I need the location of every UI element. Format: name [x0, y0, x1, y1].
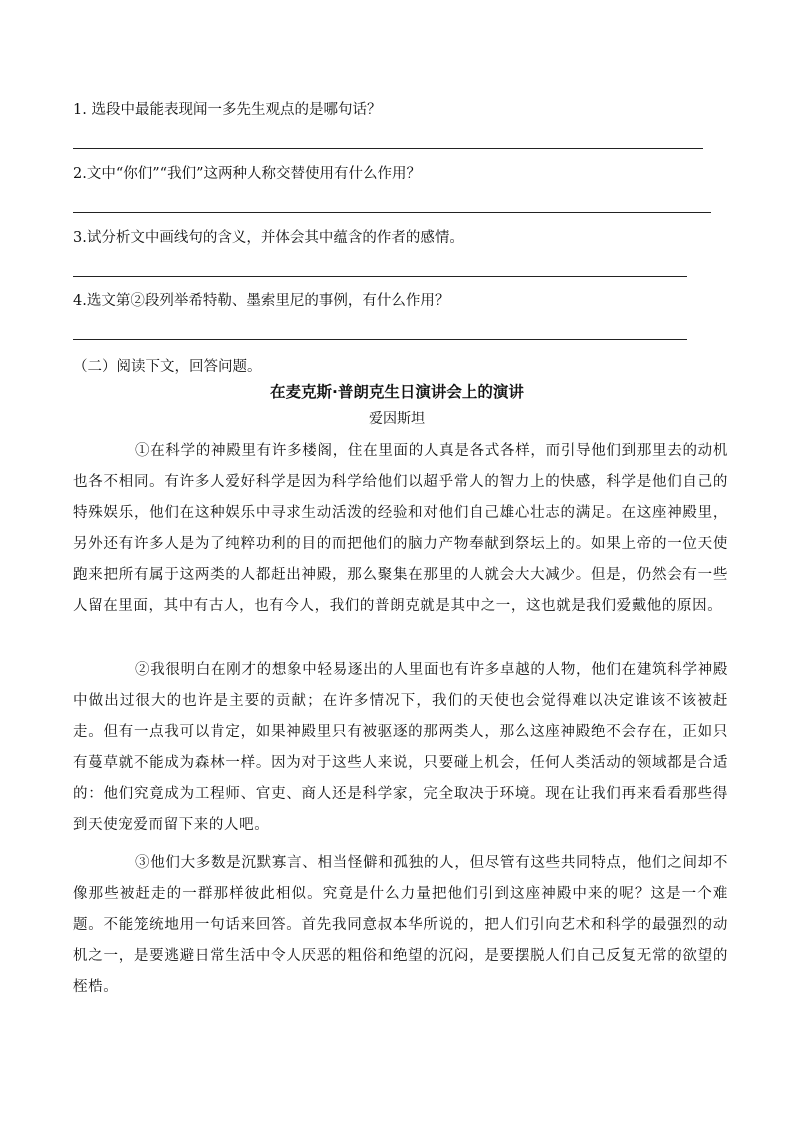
article-author: 爱因斯坦	[369, 411, 425, 427]
answer-line-4[interactable]	[73, 339, 687, 340]
article-title: 在麦克斯·普朗克生日演讲会上的演讲	[270, 383, 524, 401]
question-1: 1. 选段中最能表现闻一多先生观点的是哪句话？	[73, 102, 382, 118]
question-4: 4.选文第②段列举希特勒、墨索里尼的事例，有什么作用？	[73, 293, 450, 309]
article-paragraph-2: ②我很明白在刚才的想象中轻易逐出的人里面也有许多卓越的人物，他们在建筑科学神殿中做出过很大的也许是主要的贡献；在许多情况下，我们的天使也会觉得难以决定谁该不该被赶走。但有一点我可以肯定，如果神殿里只有被驱逐的那两类人，那么这座神殿绝不会存在，正如只有蔓草就不能成为森林一样。因为对于这些人来说，只要碰上机会，任何人类活动的领域都是合适的：他们究竟成为工程师、官吏、商人还是科学家，完全取决于环境。现在让我们再来看看那些得到天使宠爱而留下来的人吧。	[73, 662, 728, 833]
question-3: 3.试分析文中画线句的含义，并体会其中蕴含的作者的感情。	[73, 230, 464, 246]
section-heading: （二）阅读下文，回答问题。	[73, 359, 262, 375]
answer-line-2[interactable]	[73, 212, 711, 213]
answer-line-1[interactable]	[73, 148, 703, 149]
answer-line-3[interactable]	[73, 276, 687, 277]
article-paragraph-3: ③他们大多数是沉默寡言、相当怪僻和孤独的人，但尽管有这些共同特点，他们之间却不像那些被赶走的一群那样彼此相似。究竟是什么力量把他们引到这座神殿中来的呢？这是一个难题。不能笼统地用一句话来回答。首先我同意叔本华所说的，把人们引向艺术和科学的最强烈的动机之一，是要逃避日常生活中令人厌恶的粗俗和绝望的沉闷，是要摆脱人们自己反复无常的欲望的桎梏。	[73, 855, 728, 995]
article-paragraph-1: ①在科学的神殿里有许多楼阁，住在里面的人真是各式各样，而引导他们到那里去的动机也各不相同。有许多人爱好科学是因为科学给他们以超乎常人的智力上的快感，科学是他们自己的特殊娱乐，他们在这种娱乐中寻求生动活泼的经验和对他们自己雄心壮志的满足。在这座神殿里，另外还有许多人是为了纯粹功利的目的而把他们的脑力产物奉献到祭坛上的。如果上帝的一位天使跑来把所有属于这两类的人都赶出神殿，那么聚集在那里的人就会大大减少。但是，仍然会有一些人留在里面，其中有古人，也有今人，我们的普朗克就是其中之一，这也就是我们爱戴他的原因。	[73, 443, 728, 614]
question-2: 2.文中“你们”“我们”这两种人称交替使用有什么作用？	[73, 166, 421, 182]
